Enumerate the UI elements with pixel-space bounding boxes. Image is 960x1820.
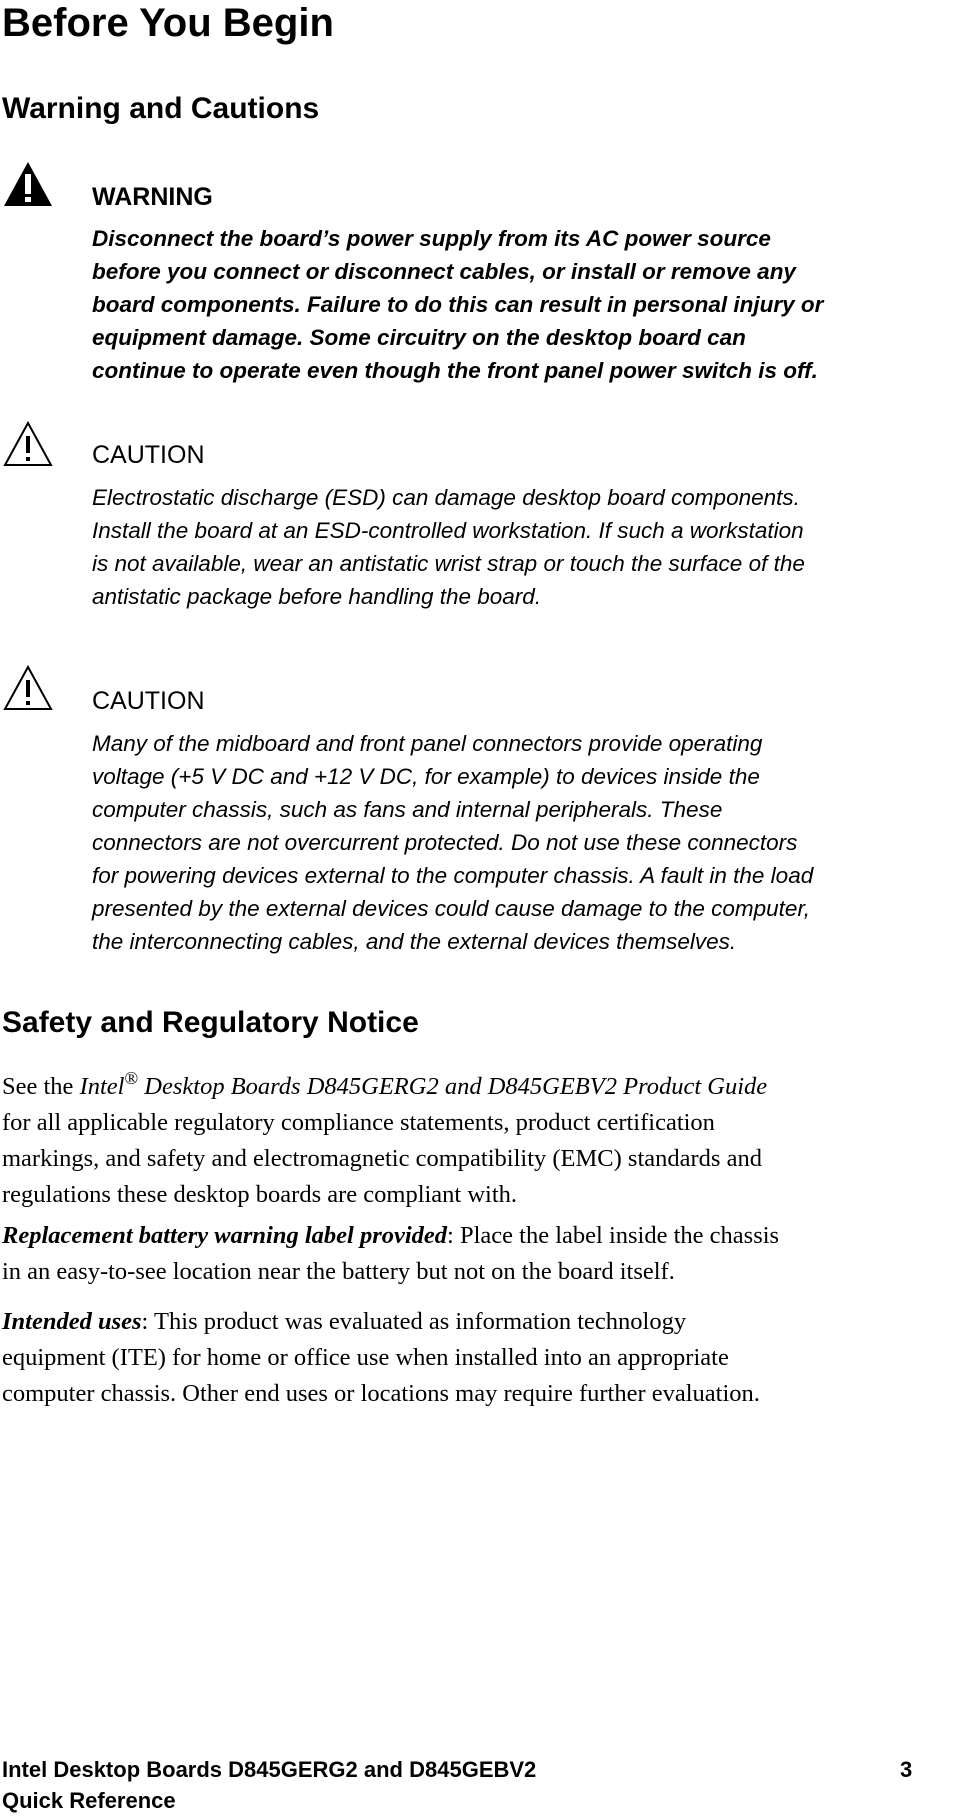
warning-line: equipment damage. Some circuitry on the desktop board can [92,325,746,350]
regulatory-first-line [2,1060,952,1105]
caution-line: connectors are not overcurrent protected. Do not use these connectors [92,830,798,855]
warning-line: before you connect or disconnect cables, or install or remove any [92,259,796,284]
caution-heading: CAUTION [92,441,205,469]
caution-icon [2,420,54,468]
intended-label: Intended uses [2,1308,142,1335]
page-number: 3 [900,1757,913,1782]
footer-title: Intel Desktop Boards D845GERG2 and D845GEBV2 [2,1757,537,1782]
page-title: Before You Begin [2,1,334,45]
caution-text [92,727,952,958]
warning-heading: WARNING [92,183,213,211]
battery-first-line [2,1218,952,1254]
intended-line: equipment (ITE) for home or office use when installed into an appropriate [2,1344,729,1371]
caution-line: voltage (+5 V DC and +12 V DC, for example) to devices inside the [92,764,760,789]
caution-line: presented by the external devices could cause damage to the computer, [92,896,810,921]
battery-line: in an easy-to-see location near the battery but not on the board itself. [2,1258,675,1285]
caution-line: the interconnecting cables, and the external devices themselves. [92,929,737,954]
regulatory-paragraph [2,1060,952,1213]
warning-line: continue to operate even though the front panel power switch is off. [92,358,818,383]
registered-mark: ® [124,1068,139,1088]
regulatory-line: for all applicable regulatory compliance statements, product certification [2,1109,715,1136]
regulatory-line: markings, and safety and electromagnetic compatibility (EMC) standards and [2,1145,762,1172]
intended-text: This product was evaluated as information technology [148,1308,687,1335]
intended-first-line [2,1304,952,1340]
caution-line: Many of the midboard and front panel connectors provide operating [92,731,763,756]
regulatory-line: regulations these desktop boards are compliant with. [2,1181,518,1208]
caution-line: for powering devices external to the computer chassis. A fault in the load [92,863,814,888]
caution-line: Install the board at an ESD-controlled workstation. If such a workstation [92,518,804,543]
intel-name: Intel [79,1073,125,1100]
footer-subtitle: Quick Reference [2,1788,176,1813]
warning-line: board components. Failure to do this can result in personal injury or [92,292,824,317]
caution-heading: CAUTION [92,687,205,715]
battery-text: Place the label inside the chassis [453,1222,780,1249]
warning-icon [2,160,54,208]
caution-icon [2,664,54,712]
warning-line: Disconnect the board’s power supply from its AC power source [92,226,771,251]
battery-label: Replacement battery warning label provided [2,1222,448,1249]
safety-section-title: Safety and Regulatory Notice [2,1006,419,1039]
section-title: Warning and Cautions [2,92,320,125]
warning-text [92,222,952,387]
caution-line: computer chassis, such as fans and internal peripherals. These [92,797,723,822]
caution-line: antistatic package before handling the board. [92,584,542,609]
intended-uses-paragraph [2,1304,952,1412]
regulatory-lead: See the [2,1073,80,1100]
battery-colon: : [447,1222,454,1249]
intended-colon: : [141,1308,149,1335]
product-guide-title: Desktop Boards D845GERG2 and D845GEBV2 Product Guide [138,1073,768,1100]
caution-line: Electrostatic discharge (ESD) can damage desktop board components. [92,485,800,510]
intended-line: computer chassis. Other end uses or locations may require further evaluation. [2,1380,760,1407]
caution-text [92,481,952,613]
caution-line: is not available, wear an antistatic wrist strap or touch the surface of the [92,551,805,576]
battery-paragraph [2,1218,952,1290]
